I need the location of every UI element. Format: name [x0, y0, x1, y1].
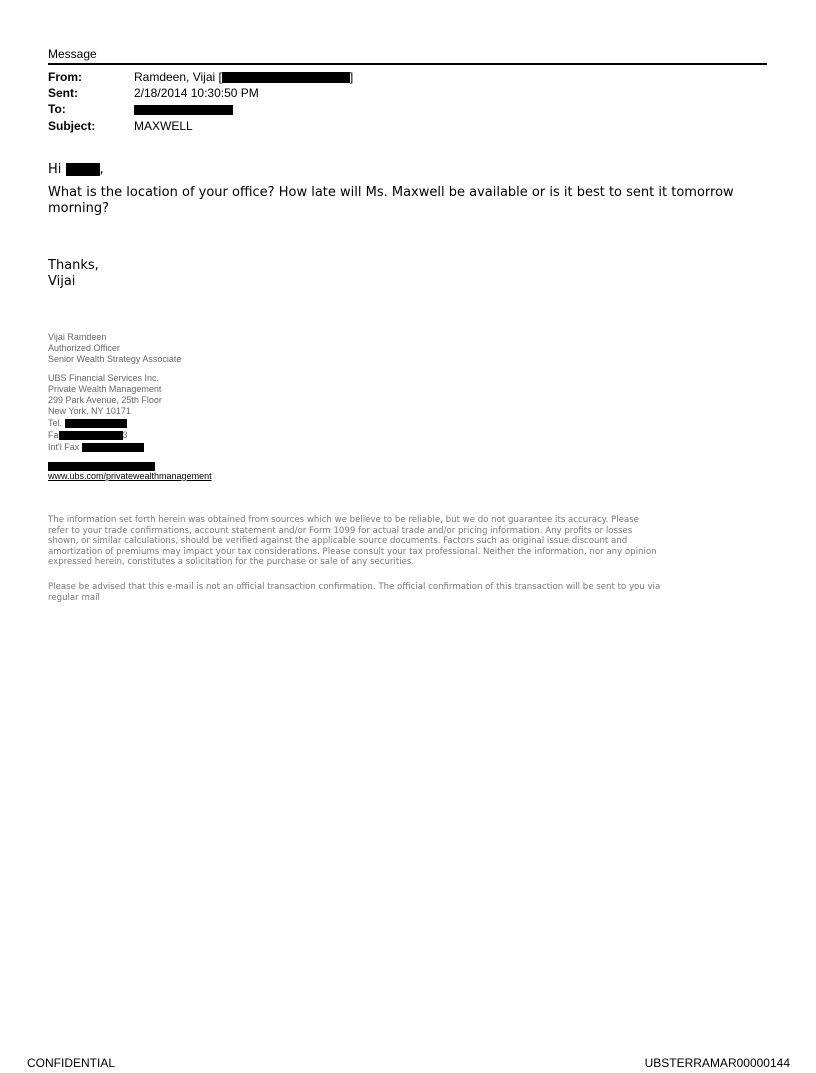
- redaction-block: [65, 419, 127, 428]
- message-label: Message: [48, 47, 97, 61]
- signature-address-1: 299 Park Avenue, 25th Floor: [48, 395, 162, 405]
- fax-label: Fa: [48, 430, 59, 440]
- closing: Thanks,: [48, 258, 99, 273]
- disclaimer-line: refer to your trade confirmations, account statement and/or Form 1099 for actual trade and/or pricing information. Any profits or losses: [48, 525, 633, 536]
- disclaimer-line: amortization of premiums may impact your tax considerations. Please consult your tax professional. Neither the information, nor any opinion: [48, 546, 657, 557]
- signature-company: UBS Financial Services Inc.: [48, 373, 160, 383]
- signature-title-2: Senior Wealth Strategy Associate: [48, 354, 182, 364]
- disclaimer-line: expressed herein, constitutes a solicitation for the purchase or sale of any securities.: [48, 557, 415, 567]
- signature-fax: [48, 430, 128, 441]
- greeting-comma: ,: [99, 162, 104, 177]
- sent-key: Sent:: [48, 86, 78, 100]
- sender-name: Vijai: [48, 274, 76, 289]
- from-close: ]: [349, 70, 354, 84]
- tel-label: Tel.: [48, 418, 63, 428]
- signature-intl-fax: [48, 442, 144, 453]
- sent-value: 2/18/2014 10:30:50 PM: [134, 86, 259, 100]
- from-key: From:: [48, 70, 82, 84]
- fax-suffix: 3: [122, 430, 128, 440]
- redaction-block: [82, 443, 144, 452]
- redaction-block: [59, 431, 123, 440]
- disclaimer-line: shown, or similar calculations, should be verified against the applicable source documents. Factors such as original issue discount and: [48, 536, 628, 546]
- from-value: [134, 70, 353, 84]
- disclaimer-paragraph-2: [48, 582, 773, 603]
- disclaimer-line: regular mail: [48, 592, 100, 603]
- disclaimer-line: The information set forth herein was obtained from sources which we believe to be reliable, but we do not guarantee its accuracy. Please: [48, 515, 639, 525]
- footer-bates-number: UBSTERRAMAR00000144: [644, 1056, 790, 1070]
- header-rule: [48, 63, 767, 65]
- signature-address-2: New York, NY 10171: [48, 406, 131, 416]
- body-paragraph-line-2: morning?: [48, 201, 109, 216]
- signature-tel: [48, 418, 127, 429]
- from-name: Ramdeen, Vijai [: [134, 70, 222, 84]
- subject-key: Subject:: [48, 119, 96, 133]
- website-link[interactable]: www.ubs.com/privatewealthmanagement: [48, 471, 212, 481]
- redaction-block: [222, 72, 350, 83]
- footer-confidential: CONFIDENTIAL: [27, 1056, 116, 1070]
- greeting: Hi: [48, 162, 62, 177]
- signature-name: Vijai Ramdeen: [48, 332, 107, 342]
- redaction-block: [66, 163, 100, 176]
- signature-division: Private Wealth Management: [48, 384, 162, 394]
- to-key: To:: [48, 102, 66, 116]
- redaction-block: [48, 462, 155, 471]
- to-value: [134, 102, 233, 116]
- signature-title-1: Authorized Officer: [48, 343, 120, 353]
- disclaimer-paragraph-1: [48, 515, 773, 568]
- body-paragraph-line-1: What is the location of your office? How late will Ms. Maxwell be available or is it best to sent it tomorrow: [48, 185, 734, 200]
- greeting-line: [48, 162, 104, 178]
- intl-fax-label: Int'l Fax: [48, 442, 80, 452]
- redaction-block: [134, 105, 233, 115]
- disclaimer-line: Please be advised that this e-mail is not an official transaction confirmation. The official confirmation of this transaction will be sent to you via: [48, 582, 661, 592]
- subject-value: MAXWELL: [134, 119, 193, 133]
